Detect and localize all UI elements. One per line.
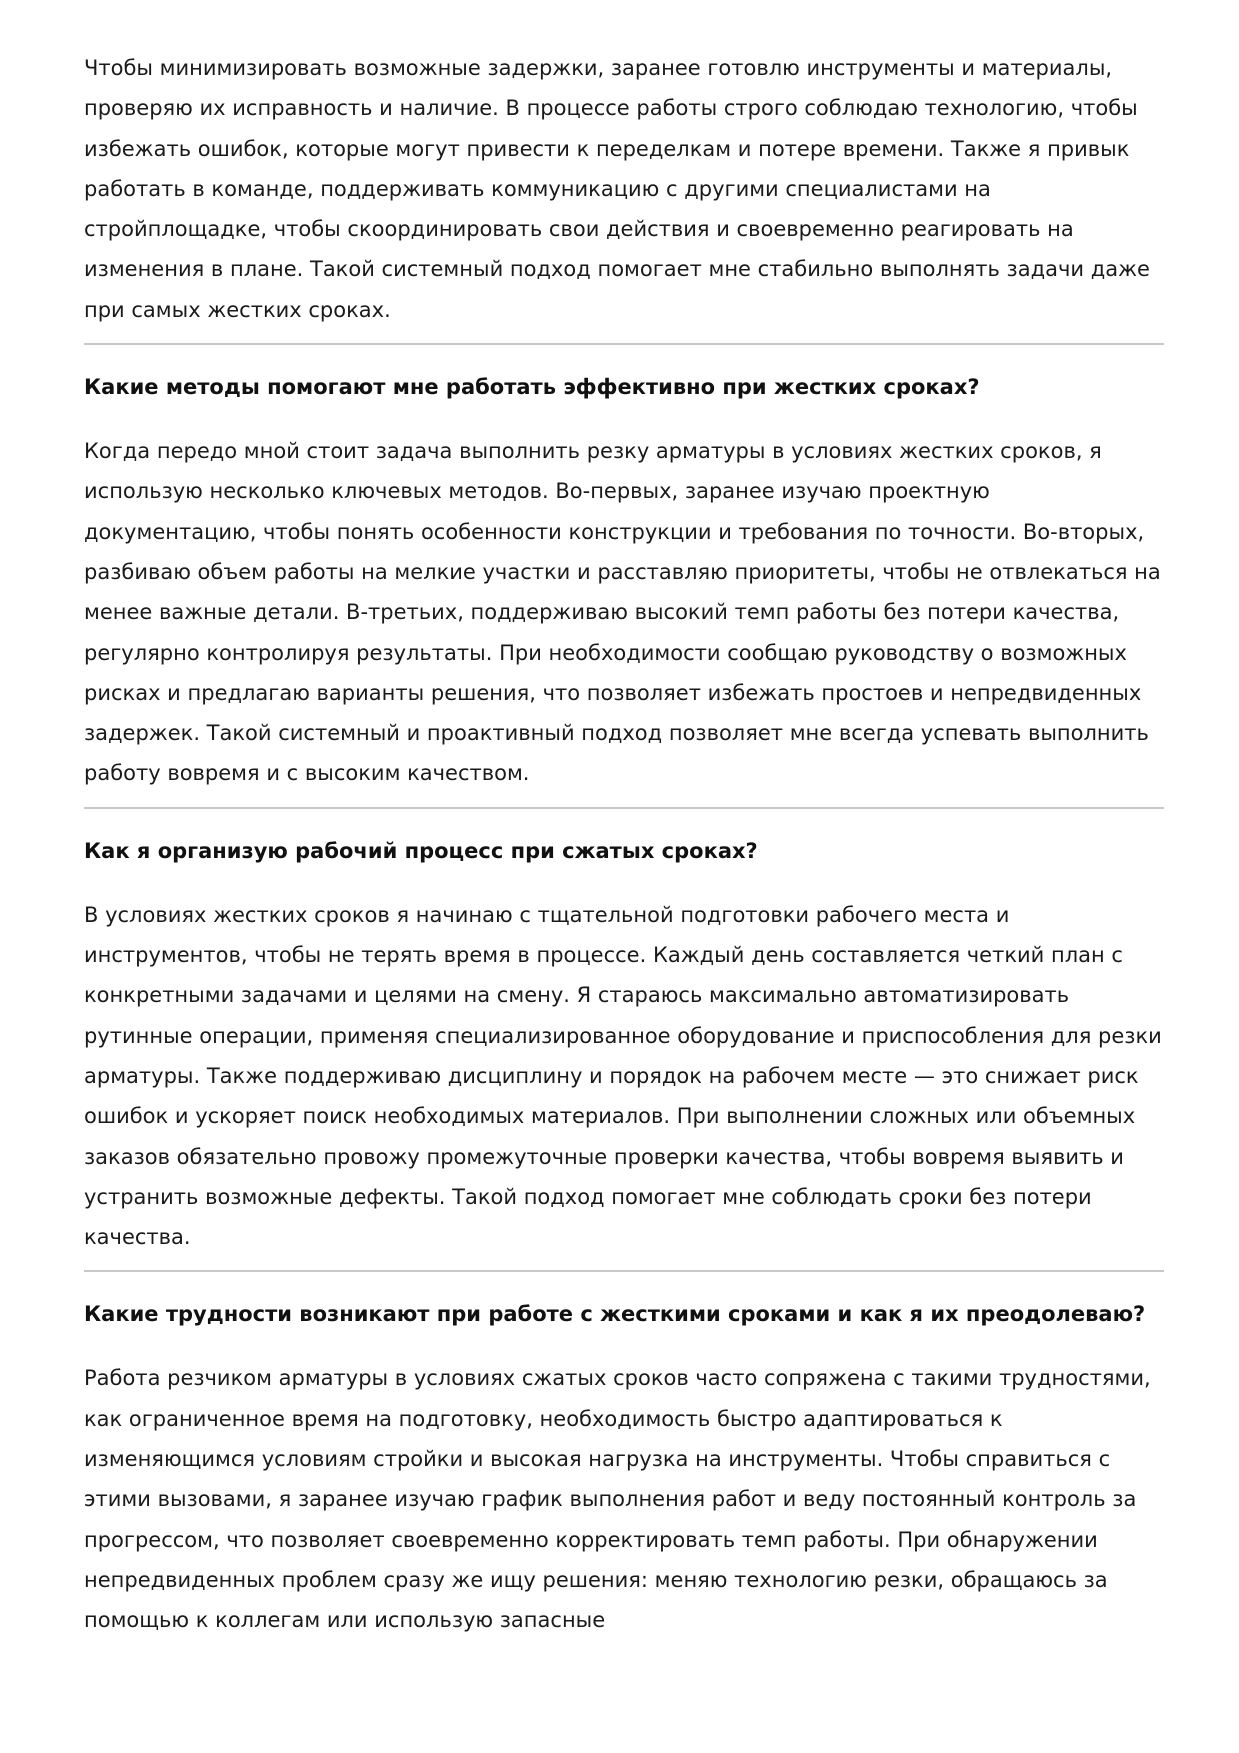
section-methods [84,367,1164,794]
section-paragraph: В условиях жестких сроков я начинаю с тщательной подготовки рабочего места и инструментов, чтобы не терять время в процессе. Каждый день составляется четкий план с конкретными задачами и целями на смену. Я стараюсь максимально автоматизировать рутинные операции, применяя специализированное оборудование и приспособления для резки арматуры. Также поддерживаю дисциплину и порядок на рабочем месте — это снижает риск ошибок и ускоряет поиск необходимых материалов. При выполнении сложных или объемных заказов обязательно провожу промежуточные проверки качества, чтобы вовремя выявить и устранить возможные дефекты. Такой подход помогает мне соблюдать сроки без потери качества. [84,902,1162,1250]
section-divider [84,343,1164,345]
intro-paragraph: Чтобы минимизировать возможные задержки, заранее готовлю инструменты и материалы, проверяю их исправность и наличие. В процессе работы строго соблюдаю технологию, чтобы избежать ошибок, которые могут привести к переделкам и потере времени. Также я привык работать в команде, поддерживать коммуникацию с другими специалистами на стройплощадке, чтобы скоординировать свои действия и своевременно реагировать на изменения в плане. Такой системный подход помогает мне стабильно выполнять задачи даже при самых жестких сроках. [84,56,1150,322]
section-divider [84,807,1164,809]
section-paragraph: Когда передо мной стоит задача выполнить резку арматуры в условиях жестких сроков, я использую несколько ключевых методов. Во-первых, заранее изучаю проектную документацию, чтобы понять особенности конструкции и требования по точности. Во-вторых, разбиваю объем работы на мелкие участки и расставляю приоритеты, чтобы не отвлекаться на менее важные детали. В-третьих, поддерживаю высокий темп работы без потери качества, регулярно контролируя результаты. При необходимости сообщаю руководству о возможных рисках и предлагаю варианты решения, что позволяет избежать простоев и непредвиденных задержек. Такой системный и проактивный подход позволяет мне всегда успевать выполнить работу вовремя и с высоким качеством. [84,439,1161,786]
section-heading: Как я организую рабочий процесс при сжатых сроках? [84,838,758,863]
section-paragraph: Работа резчиком арматуры в условиях сжатых сроков часто сопряжена с такими трудностями, как ограниченное время на подготовку, необходимость быстро адаптироваться к изменяющимся условиям стройки и высокая нагрузка на инструменты. Чтобы справиться с этими вызовами, я заранее изучаю график выполнения работ и веду постоянный контроль за прогрессом, что позволяет своевременно корректировать темп работы. При обнаружении непредвиденных проблем сразу же ищу решения: меняю технологию резки, обращаюсь за помощью к коллегам или использую запасные [84,1366,1151,1633]
document-page [84,48,1164,1641]
section-organization [84,831,1164,1258]
section-heading: Какие трудности возникают при работе с жесткими сроками и как я их преодолеваю? [84,1302,1146,1327]
section-difficulties [84,1294,1164,1640]
section-divider [84,1270,1164,1272]
section-heading: Какие методы помогают мне работать эффективно при жестких сроках? [84,375,980,400]
